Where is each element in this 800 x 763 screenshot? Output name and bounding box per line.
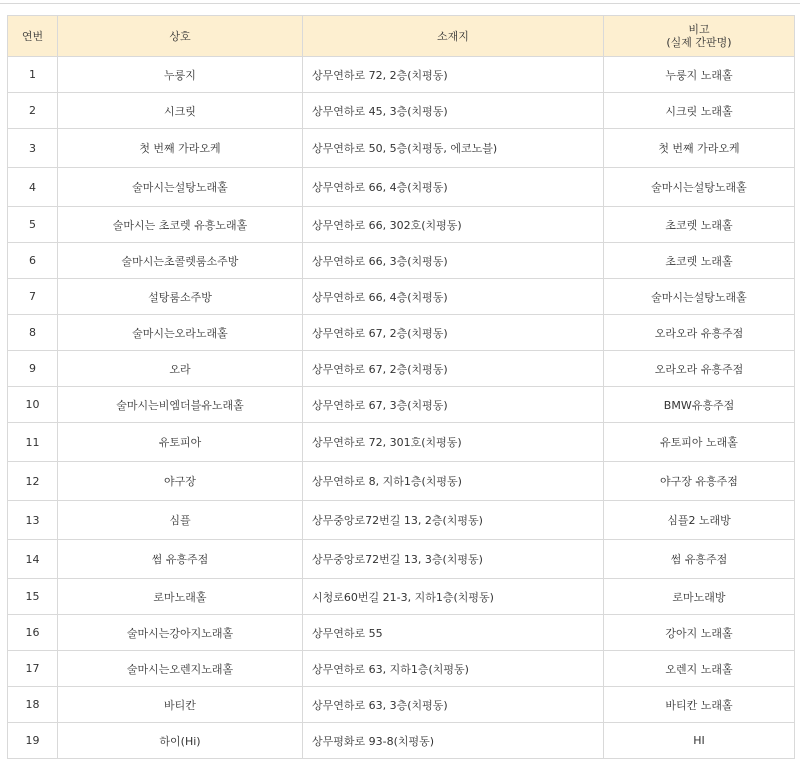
cell-no: 16 <box>8 615 58 651</box>
cell-note: 바티칸 노래홀 <box>604 687 795 723</box>
header-note-line2: (실제 간판명) <box>666 36 732 49</box>
table-row <box>8 579 795 615</box>
header-no: 연번 <box>8 16 58 57</box>
cell-address: 상무연하로 63, 3층(치평동) <box>303 687 604 723</box>
table-row <box>8 315 795 351</box>
table-row <box>8 615 795 651</box>
cell-note: 시크릿 노래홀 <box>604 93 795 129</box>
cell-no: 1 <box>8 57 58 93</box>
table-row <box>8 93 795 129</box>
cell-address: 상무연하로 8, 지하1층(치평동) <box>303 462 604 501</box>
cell-note: BMW유흥주점 <box>604 387 795 423</box>
cell-name: 로마노래홀 <box>58 579 303 615</box>
cell-no: 19 <box>8 723 58 759</box>
cell-name: 시크릿 <box>58 93 303 129</box>
cell-no: 8 <box>8 315 58 351</box>
cell-name: 술마시는초콜렛룸소주방 <box>58 243 303 279</box>
table-row <box>8 687 795 723</box>
cell-note: 오라오라 유흥주점 <box>604 351 795 387</box>
table-row <box>8 351 795 387</box>
cell-no: 4 <box>8 168 58 207</box>
header-note <box>604 16 795 57</box>
header-note-line1: 비고 <box>688 23 710 36</box>
cell-no: 10 <box>8 387 58 423</box>
cell-address: 상무중앙로72번길 13, 2층(치평동) <box>303 501 604 540</box>
cell-name: 오라 <box>58 351 303 387</box>
table-row <box>8 279 795 315</box>
cell-address: 시청로60번길 21-3, 지하1층(치평동) <box>303 579 604 615</box>
cell-name: 설탕룸소주방 <box>58 279 303 315</box>
cell-no: 15 <box>8 579 58 615</box>
cell-name: 썸 유흥주점 <box>58 540 303 579</box>
cell-name: 술마시는비엠더블유노래홀 <box>58 387 303 423</box>
table-row <box>8 387 795 423</box>
cell-note: HI <box>604 723 795 759</box>
cell-no: 7 <box>8 279 58 315</box>
cell-address: 상무연하로 45, 3층(치평동) <box>303 93 604 129</box>
cell-no: 5 <box>8 207 58 243</box>
cell-note: 술마시는설탕노래홀 <box>604 168 795 207</box>
cell-no: 6 <box>8 243 58 279</box>
cell-address: 상무연하로 67, 2층(치평동) <box>303 351 604 387</box>
table-row <box>8 57 795 93</box>
header-row <box>8 16 795 57</box>
cell-address: 상무연하로 67, 3층(치평동) <box>303 387 604 423</box>
cell-no: 12 <box>8 462 58 501</box>
cell-name: 술마시는오라노래홀 <box>58 315 303 351</box>
cell-name: 누룽지 <box>58 57 303 93</box>
top-divider <box>0 3 800 4</box>
cell-note: 술마시는설탕노래홀 <box>604 279 795 315</box>
cell-note: 초코렛 노래홀 <box>604 207 795 243</box>
cell-no: 11 <box>8 423 58 462</box>
table-row <box>8 723 795 759</box>
cell-address: 상무연하로 72, 301호(치평동) <box>303 423 604 462</box>
cell-address: 상무연하로 67, 2층(치평동) <box>303 315 604 351</box>
cell-note: 누룽지 노래홀 <box>604 57 795 93</box>
cell-address: 상무연하로 66, 302호(치평동) <box>303 207 604 243</box>
cell-note: 로마노래방 <box>604 579 795 615</box>
table-row <box>8 129 795 168</box>
cell-note: 오라오라 유흥주점 <box>604 315 795 351</box>
cell-name: 술마시는오렌지노래홀 <box>58 651 303 687</box>
cell-name: 첫 번째 가라오케 <box>58 129 303 168</box>
cell-address: 상무평화로 93-8(치평동) <box>303 723 604 759</box>
header-address: 소재지 <box>303 16 604 57</box>
cell-name: 바티칸 <box>58 687 303 723</box>
cell-no: 3 <box>8 129 58 168</box>
cell-name: 유토피아 <box>58 423 303 462</box>
table-row <box>8 651 795 687</box>
cell-name: 하이(Hi) <box>58 723 303 759</box>
table-row <box>8 540 795 579</box>
cell-note: 썸 유흥주점 <box>604 540 795 579</box>
cell-no: 9 <box>8 351 58 387</box>
cell-note: 오렌지 노래홀 <box>604 651 795 687</box>
cell-note: 심플2 노래방 <box>604 501 795 540</box>
cell-note: 초코렛 노래홀 <box>604 243 795 279</box>
cell-note: 유토피아 노래홀 <box>604 423 795 462</box>
table-row <box>8 243 795 279</box>
cell-note: 첫 번째 가라오케 <box>604 129 795 168</box>
header-name: 상호 <box>58 16 303 57</box>
cell-no: 13 <box>8 501 58 540</box>
cell-address: 상무연하로 66, 3층(치평동) <box>303 243 604 279</box>
table-body <box>8 57 795 759</box>
cell-address: 상무연하로 72, 2층(치평동) <box>303 57 604 93</box>
cell-address: 상무연하로 55 <box>303 615 604 651</box>
table-header <box>8 16 795 57</box>
cell-name: 술마시는강아지노래홀 <box>58 615 303 651</box>
table-row <box>8 423 795 462</box>
cell-no: 14 <box>8 540 58 579</box>
cell-no: 17 <box>8 651 58 687</box>
cell-note: 강아지 노래홀 <box>604 615 795 651</box>
table-row <box>8 501 795 540</box>
cell-note: 야구장 유흥주점 <box>604 462 795 501</box>
cell-name: 술마시는설탕노래홀 <box>58 168 303 207</box>
cell-no: 18 <box>8 687 58 723</box>
cell-no: 2 <box>8 93 58 129</box>
cell-address: 상무연하로 66, 4층(치평동) <box>303 279 604 315</box>
cell-address: 상무중앙로72번길 13, 3층(치평동) <box>303 540 604 579</box>
table-row <box>8 462 795 501</box>
table-row <box>8 207 795 243</box>
cell-address: 상무연하로 63, 지하1층(치평동) <box>303 651 604 687</box>
cell-name: 술마시는 초코렛 유흥노래홀 <box>58 207 303 243</box>
cell-name: 심플 <box>58 501 303 540</box>
cell-name: 야구장 <box>58 462 303 501</box>
venue-list-table-container <box>7 15 794 759</box>
cell-address: 상무연하로 50, 5층(치평동, 에코노블) <box>303 129 604 168</box>
venue-list-table <box>7 15 795 759</box>
table-row <box>8 168 795 207</box>
cell-address: 상무연하로 66, 4층(치평동) <box>303 168 604 207</box>
